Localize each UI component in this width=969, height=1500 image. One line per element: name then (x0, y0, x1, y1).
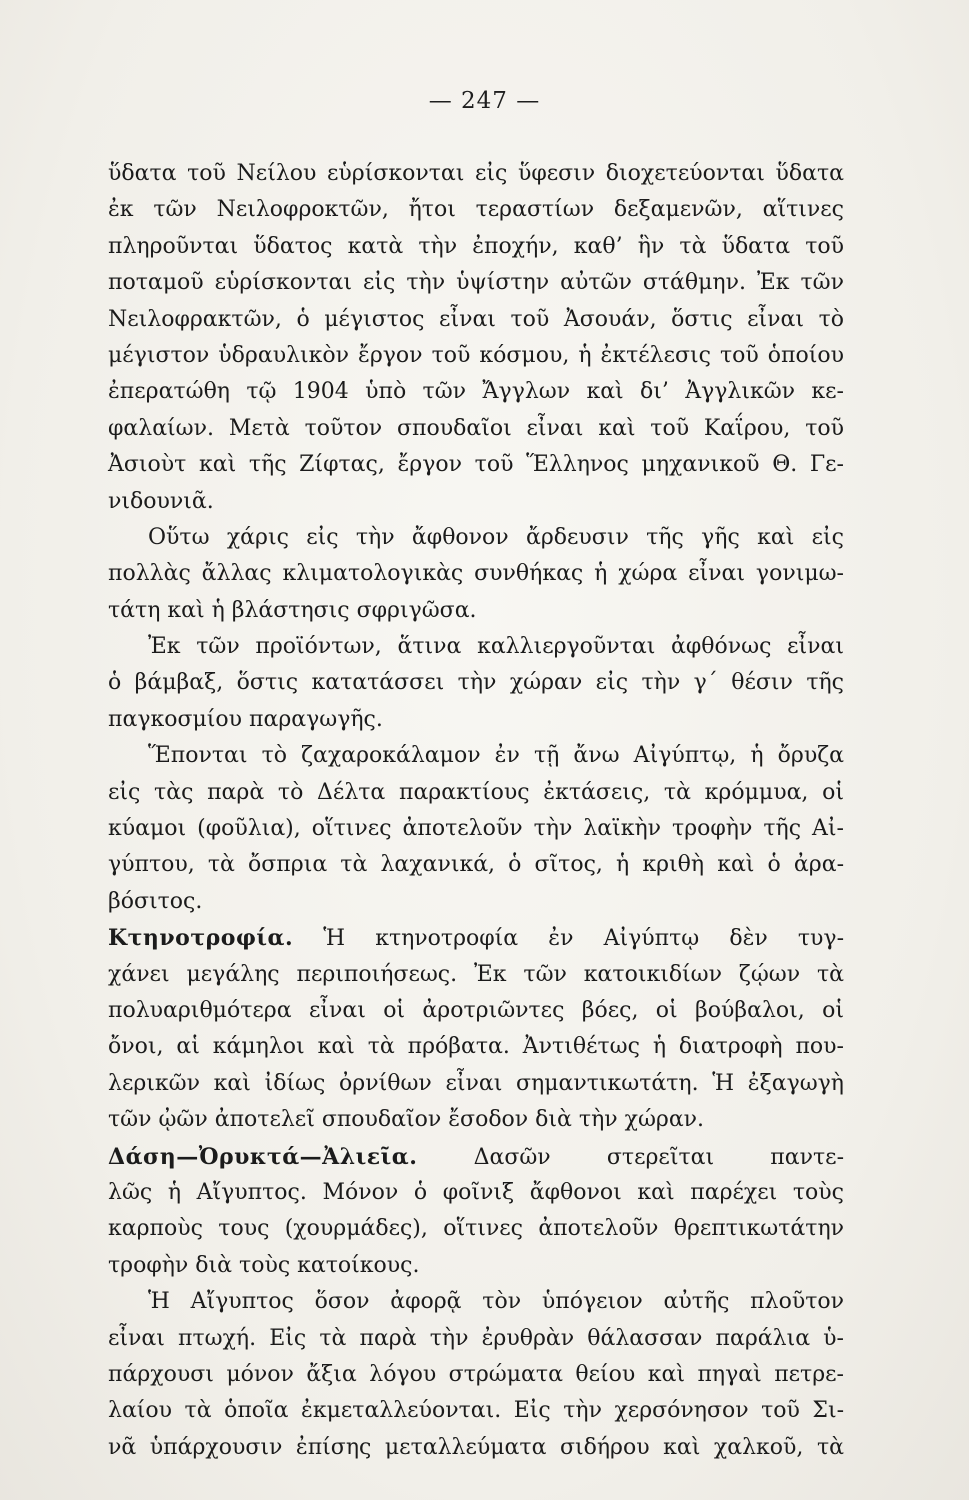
line-text: ἐκ τῶν Νειλοφροκτῶν, ἤτοι τεραστίων δεξαμενῶν, αἵτινες (108, 197, 844, 223)
text-line (108, 338, 844, 374)
text-line (108, 302, 844, 338)
text-line (108, 593, 844, 629)
text-line (108, 229, 844, 265)
line-text: ὕδατα τοῦ Νείλου εὑρίσκονται εἰς ὕφεσιν διοχετεύονται ὕδατα (108, 161, 844, 186)
line-text: μέγιστον ὑδραυλικὸν ἔργον τοῦ κόσμου, ἡ ἐκτέλεσις τοῦ ὁποίου (108, 342, 844, 368)
text-line (108, 1248, 844, 1284)
line-text: λερικῶν καὶ ἰδίως ὀρνίθων εἶναι σημαντικωτάτη. Ἡ ἐξαγωγὴ (108, 1070, 844, 1096)
text-line (108, 1029, 844, 1065)
text-line (108, 1393, 844, 1429)
text-line (108, 1102, 844, 1138)
line-text: πολλὰς ἄλλας κλιματολογικὰς συνθήκας ἡ χώρα εἶναι γονιμω- (108, 561, 844, 587)
text-line (108, 920, 844, 956)
section-heading: Κτηνοτροφία. (108, 925, 294, 952)
line-text: λαίου τὰ ὁποῖα ἐκμεταλλεύονται. Εἰς τὴν χερσόνησον τοῦ Σι- (108, 1398, 844, 1424)
line-text: Ἕπονται τὸ ζαχαροκάλαμον ἐν τῇ ἄνω Αἰγύπτῳ, ἡ ὄρυζα (148, 743, 844, 769)
line-text: γύπτου, τὰ ὄσπρια τὰ λαχανικά, ὁ σῖτος, ἡ κριθὴ καὶ ὁ ἀρα- (108, 852, 844, 878)
text-line (108, 1139, 844, 1175)
section-heading: Δάση—Ὀρυκτά—Ἀλιεῖα. (108, 1143, 418, 1170)
line-text: βόσιτος. (108, 888, 203, 914)
text-line (108, 1175, 844, 1211)
text-line (108, 629, 844, 665)
line-text: πάρχουσι μόνον ἄξια λόγου στρώματα θείου καὶ πηγαὶ πετρε- (108, 1361, 844, 1387)
text-line (108, 993, 844, 1029)
line-text: εἰς τὰς παρὰ τὸ Δέλτα παρακτίους ἐκτάσεις, τὰ κρόμμυα, οἱ (108, 779, 844, 805)
line-text: πολυαριθμότερα εἶναι οἱ ἀροτριῶντες βόες, οἱ βούβαλοι, οἱ (108, 997, 844, 1023)
line-text: παγκοσμίου παραγωγῆς. (108, 706, 383, 732)
line-text: εἶναι πτωχή. Εἰς τὰ παρὰ τὴν ἐρυθρὰν θάλασσαν παράλια ὑ- (108, 1325, 844, 1351)
text-line (108, 775, 844, 811)
page-number: — 247 — (428, 88, 541, 114)
line-text: ὁ βάμβαξ, ὅστις κατατάσσει τὴν χώραν εἰς τὴν γ΄ θέσιν τῆς (108, 670, 844, 696)
line-text: ἐπερατώθη τῷ 1904 ὑπὸ τῶν Ἄγγλων καὶ δι’ Ἀγγλικῶν κε- (108, 379, 844, 405)
line-text: κύαμοι (φοῦλια), οἵτινες ἀποτελοῦν τὴν λαϊκὴν τροφὴν τῆς Αἰ- (108, 816, 844, 842)
text-line (108, 556, 844, 592)
line-text: Νειλοφρακτῶν, ὁ μέγιστος εἶναι τοῦ Ἀσουάν, ὅστις εἶναι τὸ (108, 306, 844, 332)
text-line (108, 738, 844, 774)
line-text: χάνει μεγάλης περιποιήσεως. Ἐκ τῶν κατοικιδίων ζῴων τὰ (108, 961, 844, 987)
text-line (108, 411, 844, 447)
text-line (108, 374, 844, 410)
line-text: Ἡ κτηνοτροφία ἐν Αἰγύπτῳ δὲν τυγ- (323, 926, 845, 952)
text-line (108, 1211, 844, 1247)
line-text: νᾶ ὑπάρχουσιν ἐπίσης μεταλλεύματα σιδήρου καὶ χαλκοῦ, τὰ (108, 1434, 844, 1460)
text-line (108, 1321, 844, 1357)
text-line (108, 884, 844, 920)
line-text: πληροῦνται ὕδατος κατὰ τὴν ἐποχήν, καθ’ ἣν τὰ ὕδατα τοῦ (108, 233, 844, 259)
line-text: Δασῶν στερεῖται παντε- (473, 1144, 844, 1170)
line-text: λῶς ἡ Αἴγυπτος. Μόνον ὁ φοῖνιξ ἄφθονοι καὶ παρέχει τοὺς (108, 1179, 844, 1205)
text-line (108, 192, 844, 228)
line-text: τάτη καὶ ἡ βλάστησις σφριγῶσα. (108, 597, 477, 623)
line-text: ποταμοῦ εὑρίσκονται εἰς τὴν ὑψίστην αὐτῶν στάθμην. Ἐκ τῶν (108, 270, 844, 296)
text-line (108, 265, 844, 301)
line-text: Ἐκ τῶν προϊόντων, ἅτινα καλλιεργοῦνται ἀφθόνως εἶναι (148, 634, 844, 660)
text-line (108, 1284, 844, 1320)
text-line (108, 847, 844, 883)
line-text: Ἡ Αἴγυπτος ὅσον ἀφορᾷ τὸν ὑπόγειον αὐτῆς πλοῦτον (148, 1289, 844, 1315)
text-line (108, 447, 844, 483)
text-line (108, 1357, 844, 1393)
line-text: τροφὴν διὰ τοὺς κατοίκους. (108, 1252, 420, 1278)
text-line (108, 811, 844, 847)
text-line (108, 1066, 844, 1102)
line-text: ὄνοι, αἱ κάμηλοι καὶ τὰ πρόβατα. Ἀντιθέτως ἡ διατροφὴ που- (108, 1034, 844, 1060)
text-line (108, 665, 844, 701)
line-text: καρποὺς τους (χουρμάδες), οἵτινες ἀποτελοῦν θρεπτικωτάτην (108, 1216, 844, 1242)
line-text: φαλαίων. Μετὰ τοῦτον σπουδαῖοι εἶναι καὶ τοῦ Καΐρου, τοῦ (108, 415, 844, 441)
line-text: Ἀσιοὺτ καὶ τῆς Ζίφτας, ἔργον τοῦ Ἕλληνος μηχανικοῦ Θ. Γε- (108, 452, 844, 478)
text-line (108, 156, 844, 192)
text-line (108, 957, 844, 993)
line-text: Οὕτω χάρις εἰς τὴν ἄφθονον ἄρδευσιν τῆς γῆς καὶ εἰς (148, 524, 844, 550)
body-text (108, 156, 844, 1466)
line-text: τῶν ᾠῶν ἀποτελεῖ σπουδαῖον ἔσοδον διὰ τὴν χώραν. (108, 1107, 705, 1133)
text-line (108, 702, 844, 738)
line-text: νιδουνιᾶ. (108, 488, 214, 514)
text-line (108, 520, 844, 556)
text-line (108, 484, 844, 520)
text-line (108, 1430, 844, 1466)
